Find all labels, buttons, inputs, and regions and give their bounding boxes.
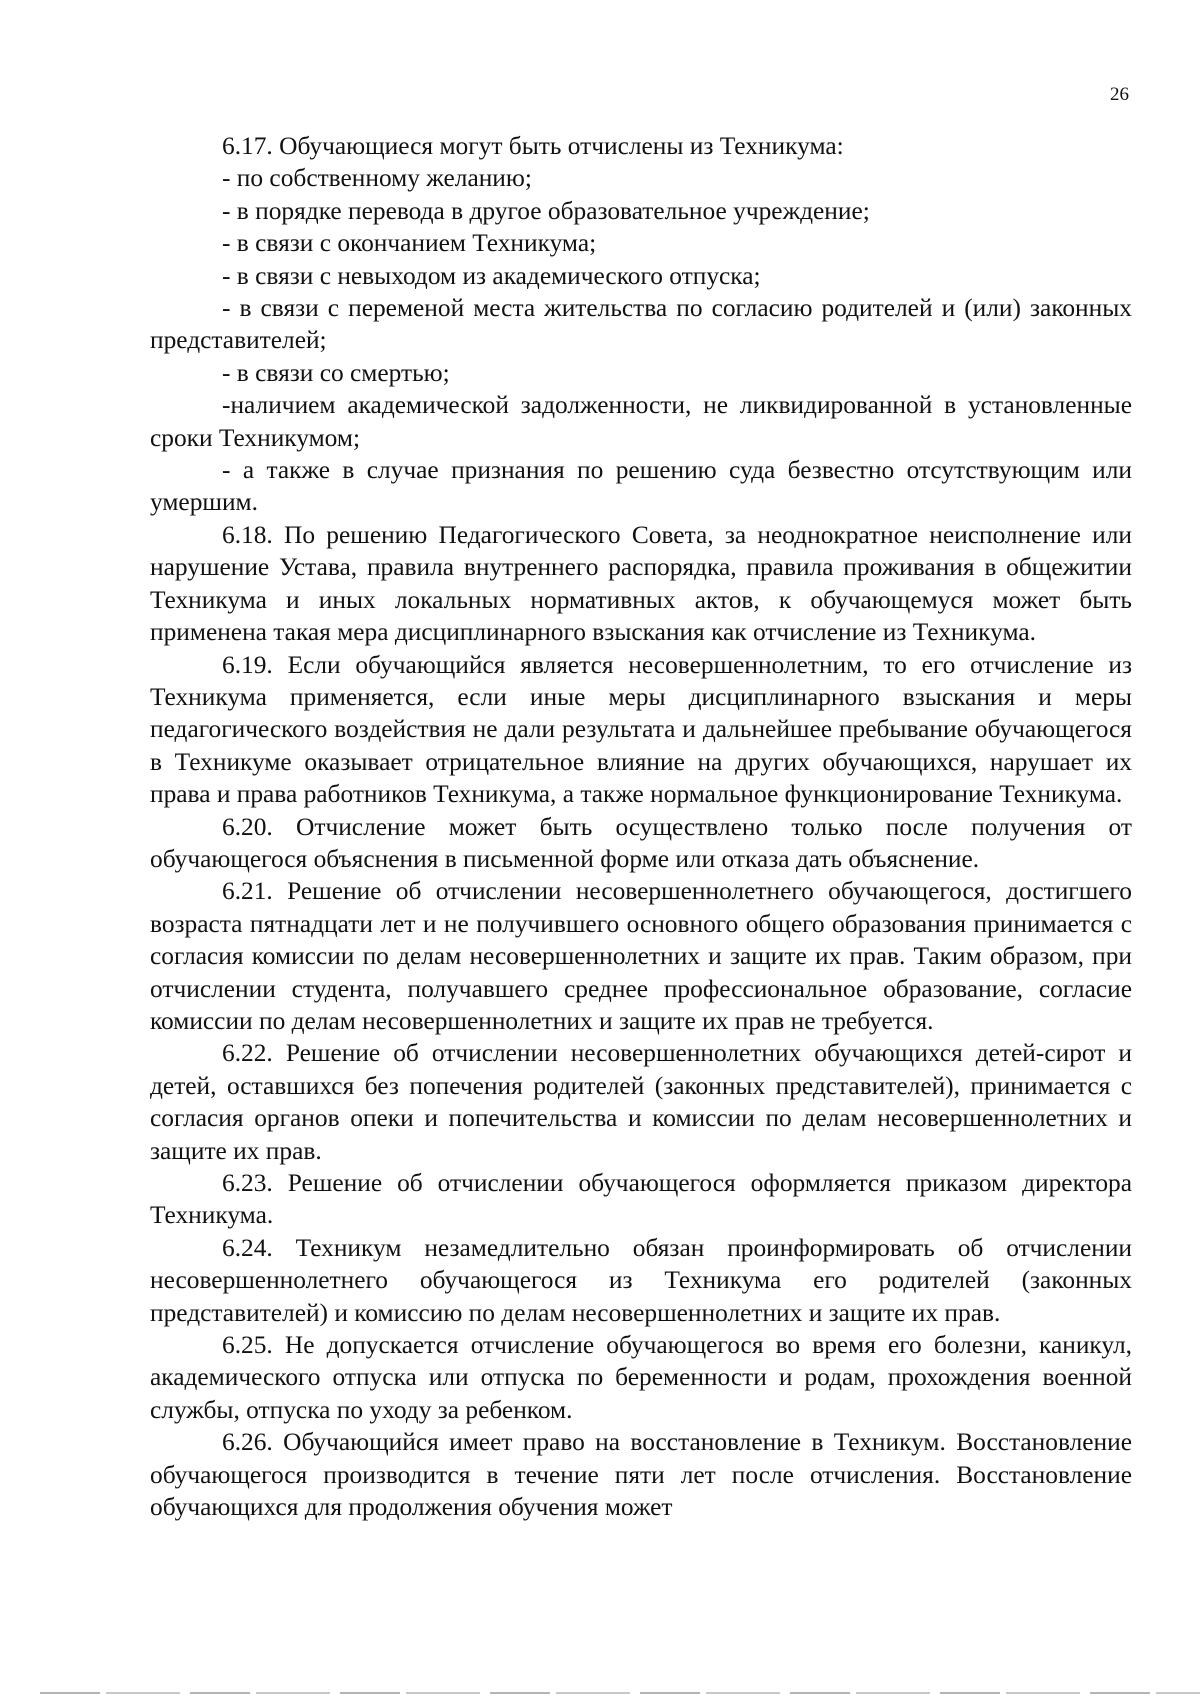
page-number: 26 [1110, 84, 1129, 105]
list-item-academic-leave: - в связи с невыходом из академического отпуска; [222, 261, 761, 290]
paragraph-6-25: 6.25. Не допускается отчисление обучающегося во время его болезни, каникул, академического отпуска или отпуска по беременности и родам, прохождения военной службы, отпуска по уходу за ребенком. [150, 1331, 1132, 1424]
paragraph-6-19: 6.19. Если обучающийся является несовершеннолетним, то его отчисление из Техникума применяется, если иные меры дисциплинарного взыскания и меры педагогического воздействия не дали результата и дальнейшее пребывание обучающегося в Техникуме оказывает отрицательное влияние на других обучающихся, нарушает их права и права работников Техникума, а также нормальное функционирование Техникума. [150, 650, 1132, 809]
paragraph-6-24: 6.24. Техникум незамедлительно обязан проинформировать об отчислении несовершеннолетнего обучающегося из Техникума его родителей (законных представителей) и комиссию по делам несовершеннолетних и защите их прав. [150, 1233, 1132, 1327]
paragraph-6-22: 6.22. Решение об отчислении несовершеннолетних обучающихся детей-сирот и детей, оставшихся без попечения родителей (законных представителей), принимается с согласия органов опеки и попечительства и комиссии по делам несовершеннолетних и защите их прав. [150, 1039, 1132, 1165]
paragraph-6-17: 6.17. Обучающиеся могут быть отчислены из Техникума: [222, 132, 844, 160]
list-item-academic-debt: -наличием академической задолженности, не ликвидированной в установленные сроки Техникумом; [150, 391, 1132, 452]
paragraph-6-18: 6.18. По решению Педагогического Совета, за неоднократное неисполнение или нарушение Устава, правила внутреннего распорядка, правила проживания в общежитии Техникума и иных локальных нормативных актов, к обучающемуся может быть применена такая мера дисциплинарного взыскания как отчисление из Техникума. [150, 520, 1132, 647]
list-item-own-wish: - по собственному желанию; [222, 164, 532, 193]
list-item-graduation: - в связи с окончанием Техникума; [222, 229, 597, 258]
document-body [150, 130, 1132, 1523]
paragraph-6-20: 6.20. Отчисление может быть осуществлено только после получения от обучающегося объяснения в письменной форме или отказа дать объяснение. [150, 812, 1132, 873]
list-item-court-decision: - а также в случае признания по решению суда безвестно отсутствующим или умершим. [150, 456, 1132, 517]
list-item-death: - в связи со смертью; [222, 358, 450, 387]
list-item-residence-change: - в связи с переменой места жительства по согласию родителей и (или) законных представителей; [150, 294, 1132, 355]
paragraph-6-21: 6.21. Решение об отчислении несовершеннолетнего обучающегося, достигшего возраста пятнадцати лет и не получившего основного общего образования принимается с согласия комиссии по делам несовершеннолетних и защите их прав. Таким образом, при отчислении студента, получавшего среднее профессиональное образование, согласие комиссии по делам несовершеннолетних и защите их прав не требуется. [150, 877, 1132, 1035]
scan-artifact-line [40, 1692, 1200, 1694]
paragraph-6-23: 6.23. Решение об отчислении обучающегося оформляется приказом директора Техникума. [150, 1169, 1132, 1230]
list-item-transfer: - в порядке перевода в другое образовательное учреждение; [222, 196, 870, 225]
paragraph-6-26: 6.26. Обучающийся имеет право на восстановление в Техникум. Восстановление обучающегося производится в течение пяти лет после отчисления. Восстановление обучающихся для продолжения обучения может [150, 1428, 1132, 1522]
